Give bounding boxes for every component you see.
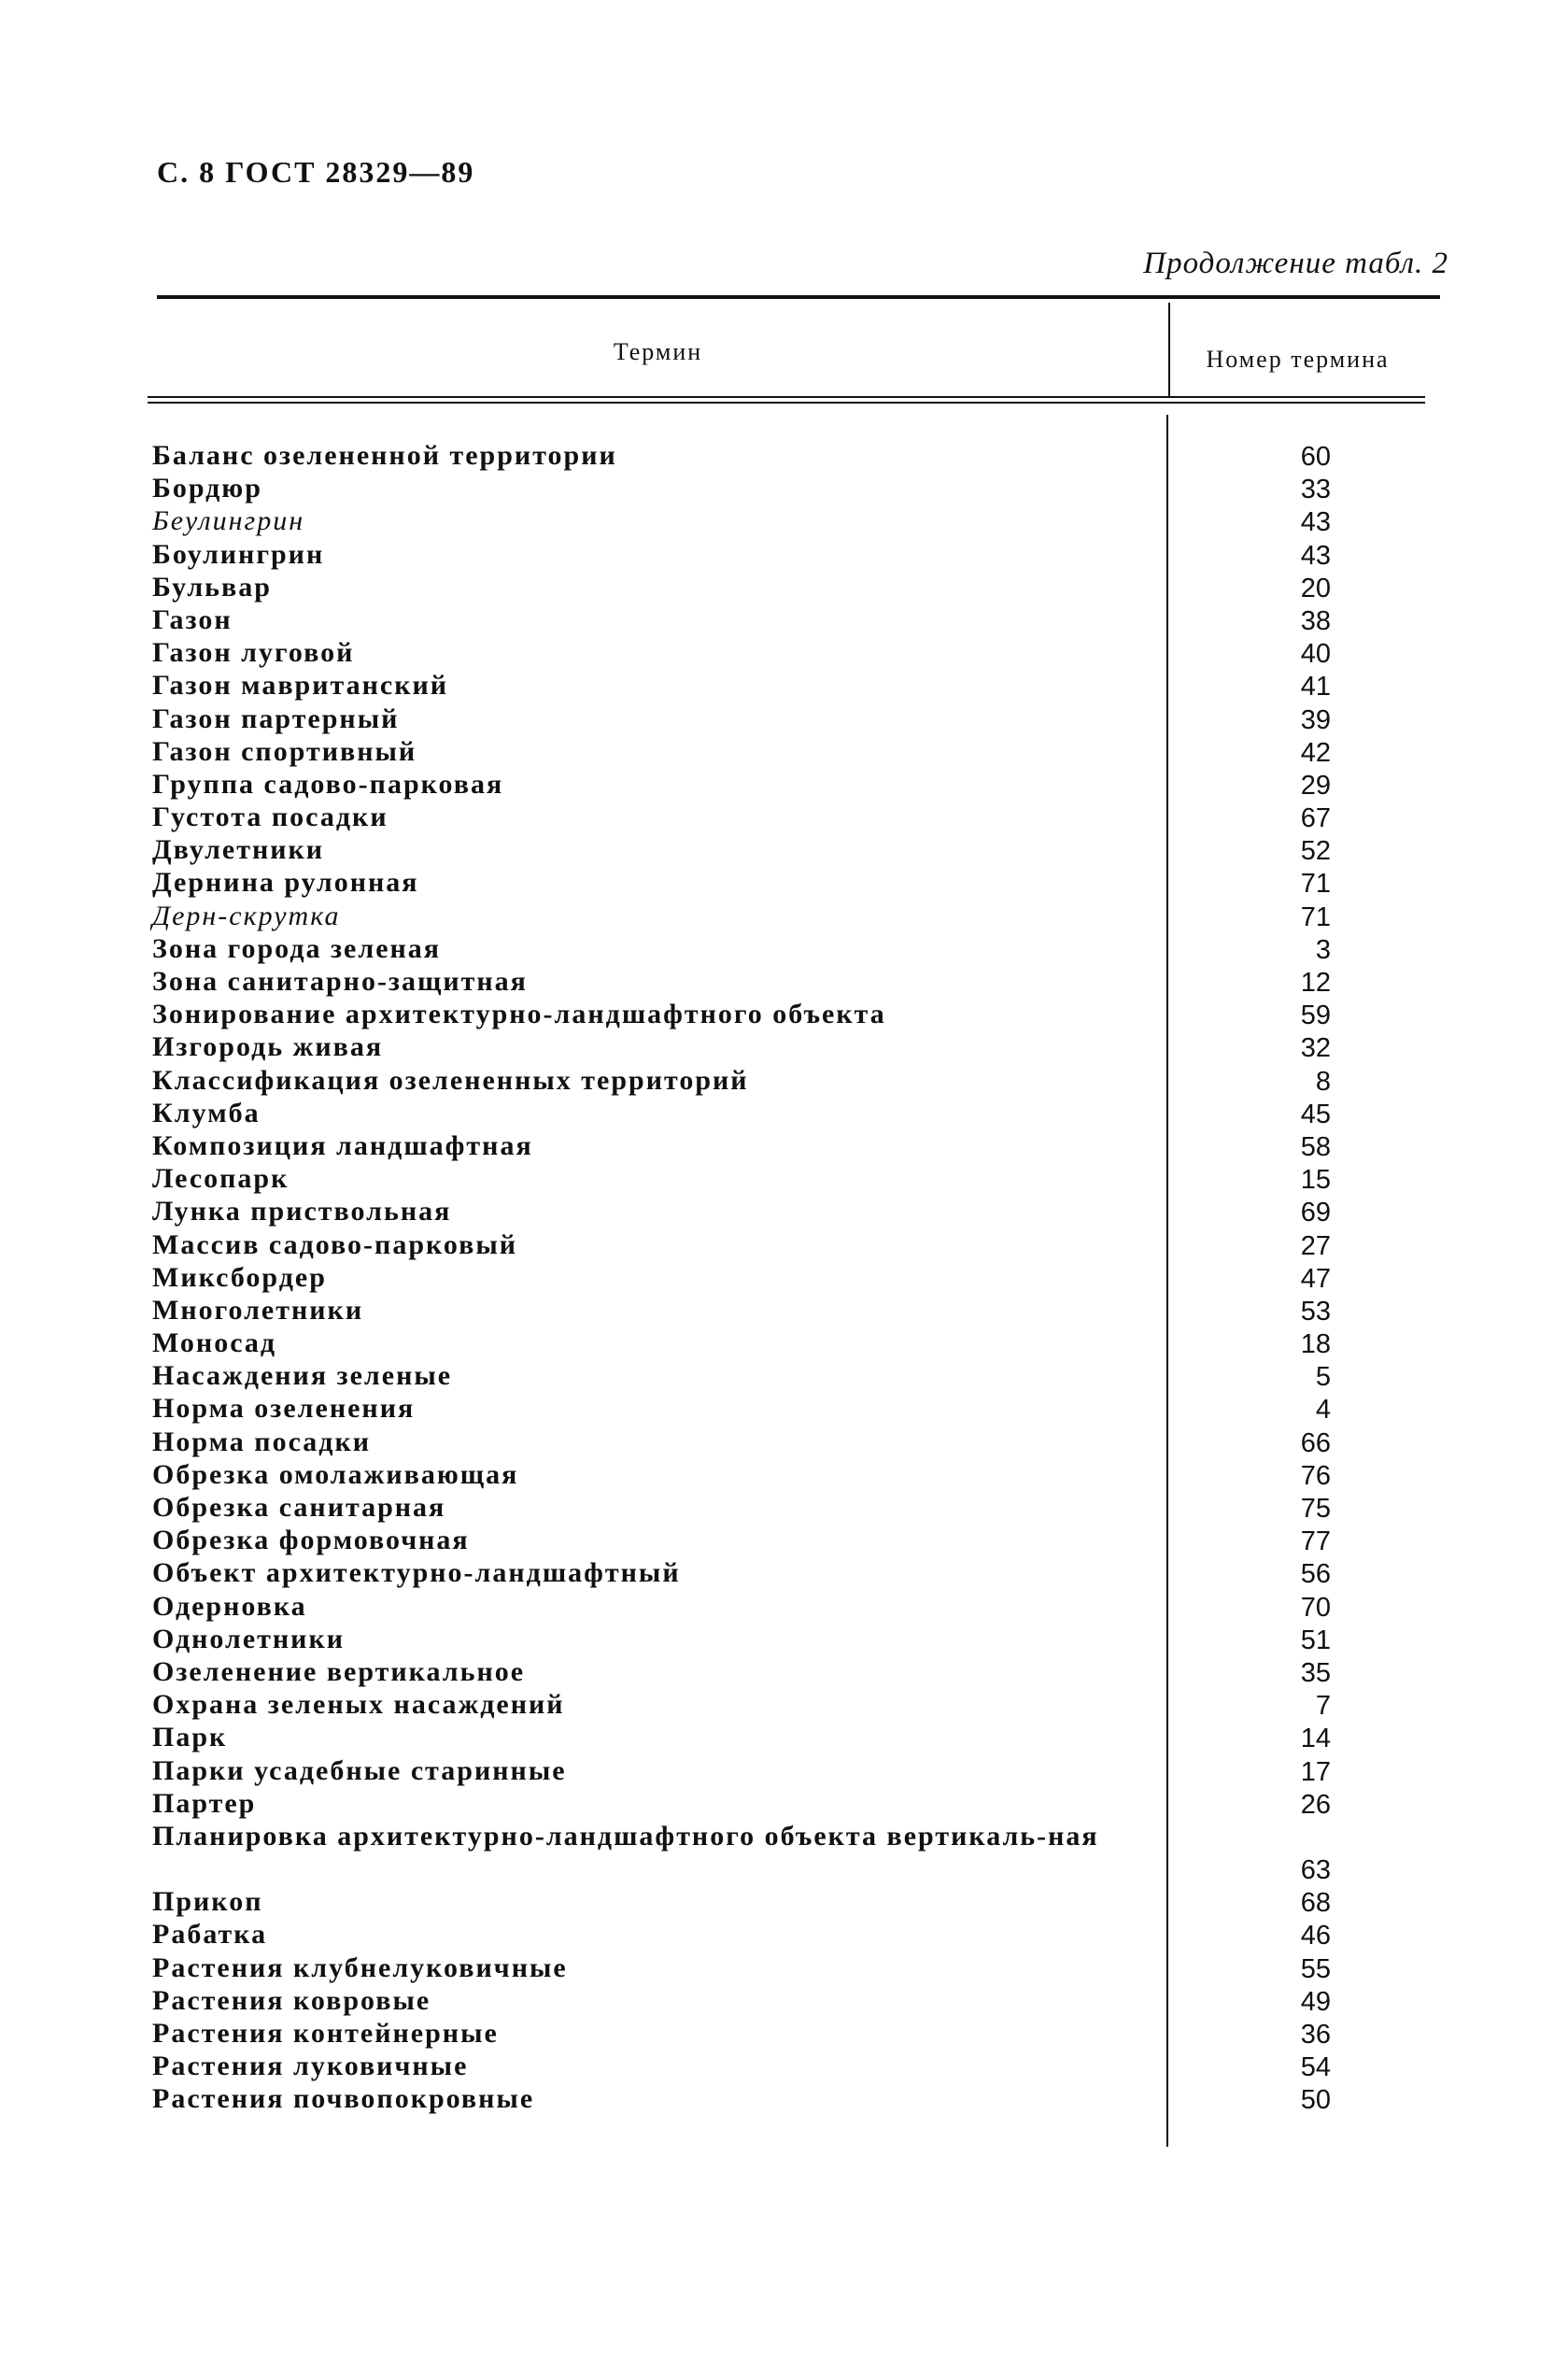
term-cell: Многолетники bbox=[152, 1294, 364, 1326]
term-number-cell: 45 bbox=[1300, 1099, 1331, 1129]
table-row bbox=[0, 1195, 1568, 1228]
term-number-cell: 49 bbox=[1300, 1986, 1331, 2017]
term-number-cell: 26 bbox=[1300, 1789, 1331, 1820]
term-number-cell: 68 bbox=[1300, 1888, 1331, 1919]
page-header: С. 8 ГОСТ 28329—89 bbox=[157, 155, 475, 189]
term-cell: Насаждения зеленые bbox=[152, 1360, 453, 1392]
terms-table-body bbox=[0, 439, 1568, 2116]
header-double-rule-bottom bbox=[148, 402, 1425, 404]
column-header-term: Термин bbox=[613, 338, 703, 365]
term-cell: Растения почвопокровные bbox=[152, 2083, 535, 2115]
table-row bbox=[0, 965, 1568, 998]
term-number-cell: 35 bbox=[1300, 1657, 1331, 1688]
table-row bbox=[0, 1885, 1568, 1918]
table-row bbox=[0, 900, 1568, 932]
table-row bbox=[0, 1688, 1568, 1721]
table-row bbox=[0, 1984, 1568, 2017]
term-number-cell: 53 bbox=[1300, 1296, 1331, 1327]
term-cell: Растения луковичные bbox=[152, 2051, 469, 2082]
term-number-cell: 63 bbox=[1300, 1854, 1331, 1885]
term-number-cell: 8 bbox=[1315, 1066, 1331, 1097]
table-row bbox=[0, 1426, 1568, 1458]
term-number-cell: 70 bbox=[1300, 1592, 1331, 1623]
table-row bbox=[0, 1556, 1568, 1589]
term-cell: Растения контейнерные bbox=[152, 2018, 499, 2050]
term-cell: Газон bbox=[152, 603, 233, 635]
term-cell: Норма посадки bbox=[152, 1426, 372, 1457]
term-cell: Партер bbox=[152, 1787, 257, 1819]
term-number-cell: 54 bbox=[1300, 2052, 1331, 2083]
term-cell: Клумба bbox=[152, 1097, 261, 1128]
term-cell: Норма озеленения bbox=[152, 1393, 416, 1425]
table-row bbox=[0, 1721, 1568, 1753]
term-number-cell: 43 bbox=[1300, 540, 1331, 571]
table-row bbox=[0, 636, 1568, 669]
table-row bbox=[0, 472, 1568, 504]
table-row bbox=[0, 1458, 1568, 1491]
term-cell: Объект архитектурно-ландшафтный bbox=[152, 1557, 681, 1589]
term-cell: Парки усадебные старинные bbox=[152, 1754, 567, 1786]
term-number-cell: 76 bbox=[1300, 1460, 1331, 1491]
table-row bbox=[0, 1294, 1568, 1327]
term-cell: Зона города зеленая bbox=[152, 932, 442, 964]
table-row bbox=[0, 571, 1568, 603]
table-row bbox=[0, 998, 1568, 1030]
term-number-cell: 40 bbox=[1300, 639, 1331, 670]
term-cell: Массив садово-парковый bbox=[152, 1228, 518, 1260]
table-row bbox=[0, 1787, 1568, 1820]
term-cell: Дерн-скрутка bbox=[152, 900, 341, 931]
table-row bbox=[0, 2082, 1568, 2115]
term-cell: Озеленение вертикальное bbox=[152, 1655, 526, 1687]
table-row bbox=[0, 669, 1568, 702]
table-row bbox=[0, 1655, 1568, 1688]
term-number-cell: 17 bbox=[1300, 1756, 1331, 1787]
table-row bbox=[0, 1162, 1568, 1195]
term-number-cell: 12 bbox=[1300, 968, 1331, 998]
term-number-cell: 14 bbox=[1300, 1724, 1331, 1754]
term-cell: Обрезка формовочная bbox=[152, 1525, 470, 1556]
term-cell: Прикоп bbox=[152, 1886, 263, 1918]
table-row bbox=[0, 768, 1568, 801]
term-cell: Обрезка санитарная bbox=[152, 1492, 446, 1523]
term-number-cell: 33 bbox=[1300, 475, 1331, 505]
term-number-cell: 32 bbox=[1300, 1033, 1331, 1064]
term-number-cell: 71 bbox=[1300, 901, 1331, 932]
term-cell: Однолетники bbox=[152, 1623, 346, 1654]
term-cell: Рабатка bbox=[152, 1919, 268, 1951]
term-cell: Беулингрин bbox=[152, 505, 305, 537]
term-number-cell: 50 bbox=[1300, 2085, 1331, 2116]
term-cell: Лунка приствольная bbox=[152, 1196, 452, 1228]
term-number-cell: 39 bbox=[1300, 704, 1331, 735]
term-number-cell: 56 bbox=[1300, 1559, 1331, 1590]
term-cell: Газон спортивный bbox=[152, 735, 417, 767]
table-row bbox=[0, 735, 1568, 768]
term-number-cell: 52 bbox=[1300, 836, 1331, 867]
term-cell: Растения клубнелуковичные bbox=[152, 1951, 568, 1983]
table-row bbox=[0, 1951, 1568, 1984]
table-row bbox=[0, 603, 1568, 636]
term-cell: Моносад bbox=[152, 1327, 277, 1359]
term-cell: Зонирование архитектурно-ландшафтного объекта bbox=[152, 999, 886, 1030]
table-row bbox=[0, 1030, 1568, 1063]
term-number-cell: 75 bbox=[1300, 1494, 1331, 1524]
term-number-cell: 36 bbox=[1300, 2020, 1331, 2051]
table-row bbox=[0, 1097, 1568, 1129]
column-header-number: Номер термина bbox=[1206, 346, 1390, 373]
term-number-cell: 77 bbox=[1300, 1526, 1331, 1557]
table-row bbox=[0, 538, 1568, 571]
table-row bbox=[0, 2017, 1568, 2050]
table-row bbox=[0, 1261, 1568, 1294]
term-number-cell: 55 bbox=[1300, 1953, 1331, 1984]
term-cell: Растения ковровые bbox=[152, 1984, 431, 2016]
term-number-cell: 7 bbox=[1315, 1691, 1331, 1722]
term-number-cell: 18 bbox=[1300, 1329, 1331, 1360]
term-number-cell: 15 bbox=[1300, 1165, 1331, 1196]
term-cell: Классификация озелененных территорий bbox=[152, 1064, 749, 1096]
table-row bbox=[0, 801, 1568, 833]
term-number-cell: 38 bbox=[1300, 605, 1331, 636]
table-row bbox=[0, 1064, 1568, 1097]
term-cell: Миксбордер bbox=[152, 1261, 327, 1293]
table-row bbox=[0, 866, 1568, 899]
term-cell: Бульвар bbox=[152, 571, 272, 603]
term-number-cell: 27 bbox=[1300, 1230, 1331, 1261]
table-row bbox=[0, 702, 1568, 735]
header-double-rule-top bbox=[148, 396, 1425, 398]
term-number-cell: 20 bbox=[1300, 573, 1331, 603]
term-cell: Газон мавританский bbox=[152, 670, 449, 702]
table-row bbox=[0, 1754, 1568, 1787]
term-number-cell: 69 bbox=[1300, 1198, 1331, 1228]
table-row bbox=[0, 1228, 1568, 1261]
table-row bbox=[0, 1820, 1568, 1885]
term-number-cell: 71 bbox=[1300, 869, 1331, 900]
term-cell: Густота посадки bbox=[152, 802, 388, 833]
term-cell: Охрана зеленых насаждений bbox=[152, 1689, 565, 1721]
term-cell: Боулингрин bbox=[152, 538, 325, 570]
term-number-cell: 5 bbox=[1315, 1362, 1331, 1393]
table-row bbox=[0, 2050, 1568, 2082]
term-cell: Баланс озелененной территории bbox=[152, 440, 617, 471]
table-continuation-label: Продолжение табл. 2 bbox=[1143, 247, 1448, 280]
term-cell: Двулетники bbox=[152, 834, 325, 866]
term-cell: Обрезка омолаживающая bbox=[152, 1458, 519, 1490]
term-cell: Дернина рулонная bbox=[152, 867, 419, 899]
term-cell: Бордюр bbox=[152, 473, 262, 504]
term-cell: Планировка архитектурно-ландшафтного объекта вертикаль-ная bbox=[152, 1820, 1099, 1852]
term-number-cell: 47 bbox=[1300, 1263, 1331, 1294]
term-cell: Изгородь живая bbox=[152, 1031, 384, 1063]
table-row bbox=[0, 504, 1568, 537]
term-number-cell: 41 bbox=[1300, 672, 1331, 702]
term-number-cell: 29 bbox=[1300, 770, 1331, 801]
table-row bbox=[0, 833, 1568, 866]
table-row bbox=[0, 932, 1568, 965]
table-row bbox=[0, 439, 1568, 472]
term-number-cell: 42 bbox=[1300, 737, 1331, 768]
term-number-cell: 58 bbox=[1300, 1131, 1331, 1162]
table-row bbox=[0, 1359, 1568, 1392]
term-cell: Группа садово-парковая bbox=[152, 768, 504, 800]
term-cell: Парк bbox=[152, 1722, 228, 1753]
term-cell: Газон луговой bbox=[152, 637, 355, 669]
table-row bbox=[0, 1129, 1568, 1162]
term-number-cell: 46 bbox=[1300, 1921, 1331, 1951]
term-cell: Зона санитарно-защитная bbox=[152, 966, 528, 997]
table-row bbox=[0, 1392, 1568, 1425]
table-top-rule bbox=[157, 295, 1440, 299]
term-number-cell: 43 bbox=[1300, 507, 1331, 538]
term-number-cell: 66 bbox=[1300, 1427, 1331, 1458]
term-number-cell: 51 bbox=[1300, 1625, 1331, 1655]
table-row bbox=[0, 1590, 1568, 1623]
table-row bbox=[0, 1918, 1568, 1951]
term-cell: Одерновка bbox=[152, 1590, 307, 1622]
term-cell: Газон партерный bbox=[152, 702, 400, 734]
term-cell: Лесопарк bbox=[152, 1163, 290, 1195]
term-number-cell: 67 bbox=[1300, 803, 1331, 834]
table-row bbox=[0, 1491, 1568, 1524]
table-row bbox=[0, 1524, 1568, 1556]
table-row bbox=[0, 1327, 1568, 1359]
table-row bbox=[0, 1623, 1568, 1655]
term-number-cell: 60 bbox=[1300, 442, 1331, 472]
term-number-cell: 59 bbox=[1300, 1001, 1331, 1031]
term-number-cell: 4 bbox=[1315, 1395, 1331, 1426]
term-number-cell: 3 bbox=[1315, 934, 1331, 965]
term-cell: Композиция ландшафтная bbox=[152, 1129, 533, 1161]
